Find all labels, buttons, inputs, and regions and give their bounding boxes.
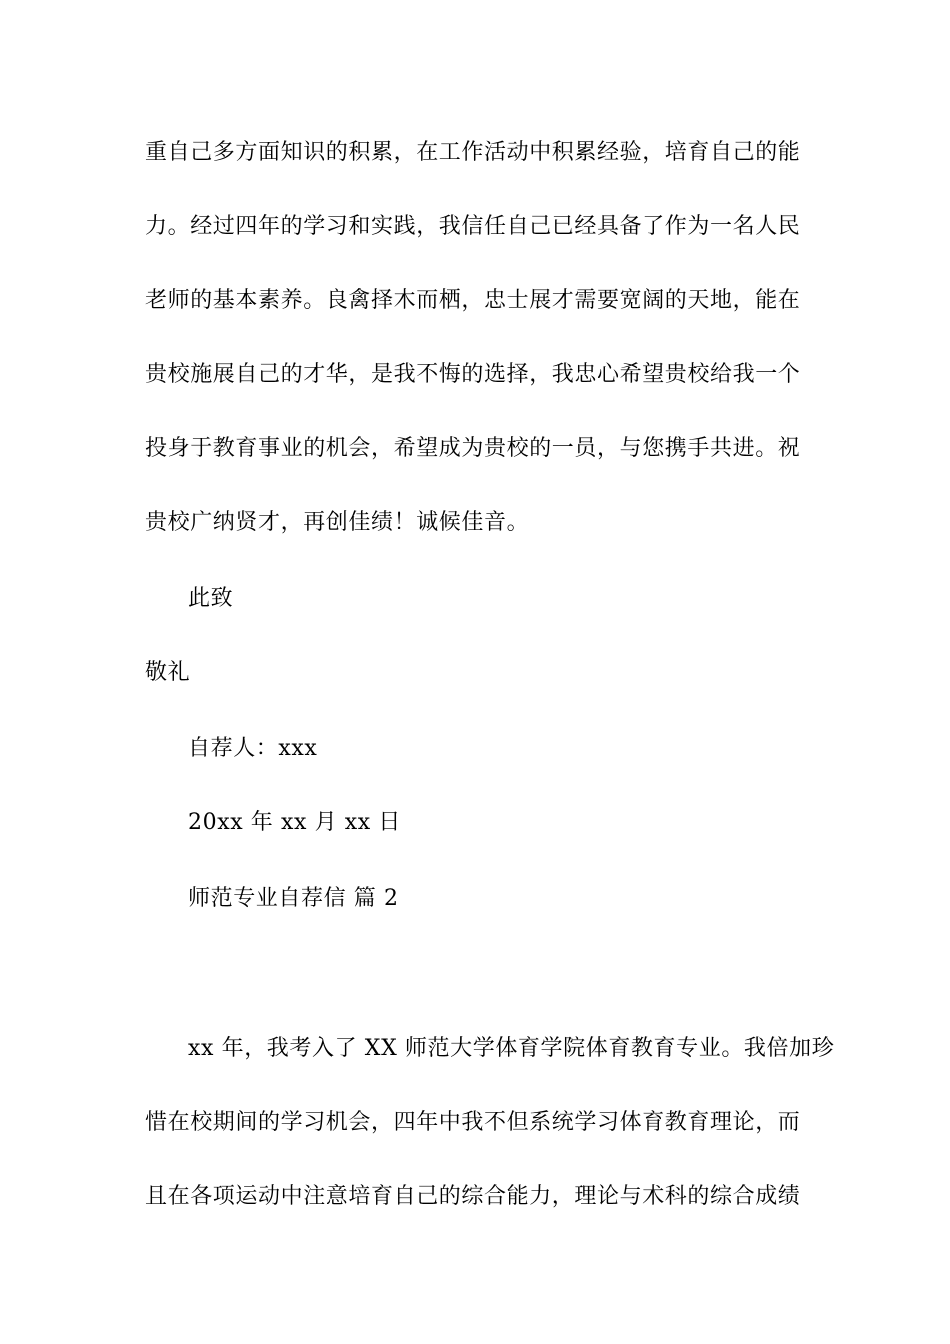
paragraph-line: 重自己多方面知识的积累，在工作活动中积累经验，培育自己的能 <box>145 140 801 165</box>
paragraph-line: 惜在校期间的学习机会，四年中我不但系统学习体育教育理论，而 <box>145 1110 801 1135</box>
date-line: 20xx 年 xx 月 xx 日 <box>188 810 402 835</box>
paragraph-line: 且在各项运动中注意培育自己的综合能力，理论与术科的综合成绩 <box>145 1184 801 1209</box>
paragraph-line: 贵校施展自己的才华，是我不悔的选择，我忠心希望贵校给我一个 <box>145 362 801 387</box>
paragraph-line: 投身于教育事业的机会，希望成为贵校的一员，与您携手共进。祝 <box>145 436 801 461</box>
paragraph-line: xx 年，我考入了 XX 师范大学体育学院体育教育专业。我倍加珍 <box>188 1036 835 1061</box>
paragraph-line: 贵校广纳贤才，再创佳绩！诚候佳音。 <box>145 510 530 535</box>
signer-line: 自荐人：xxx <box>188 736 318 761</box>
section-title: 师范专业自荐信 篇 2 <box>188 886 399 911</box>
closing-salutation: 此致 <box>188 586 234 611</box>
closing-regards: 敬礼 <box>145 660 191 685</box>
paragraph-line: 老师的基本素养。良禽择木而栖，忠士展才需要宽阔的天地，能在 <box>145 288 801 313</box>
paragraph-line: 力。经过四年的学习和实践，我信任自己已经具备了作为一名人民 <box>145 214 801 239</box>
